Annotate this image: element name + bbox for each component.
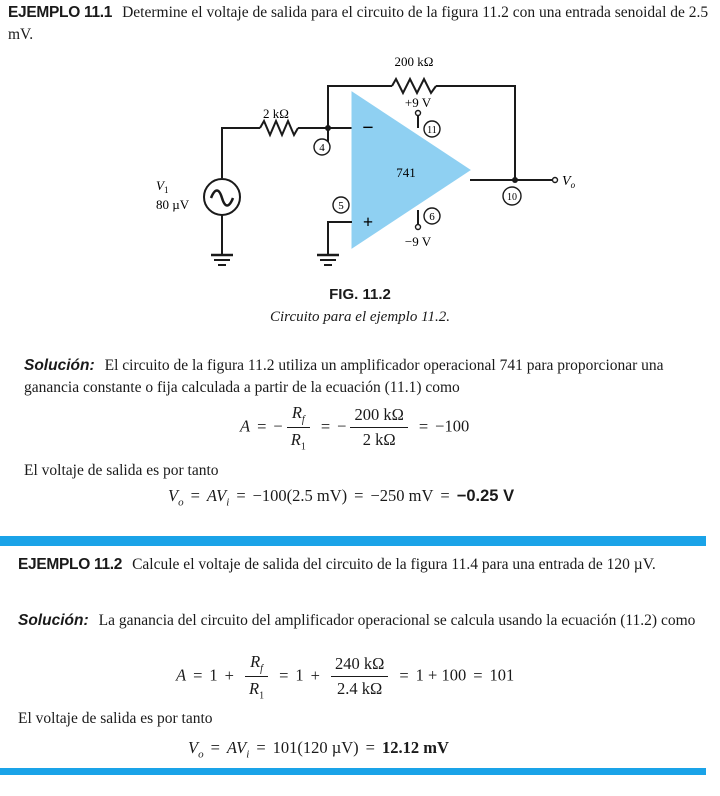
solution-1-gain-equation: A = − $\frac{R_f}{R_1}$ = − $\frac{200 k\Omega}{2 k\Omega}$ = −100 [240,403,470,453]
solution-1-paragraph [24,355,712,399]
circuit-diagram [0,0,720,290]
feedback-resistor-label: 200 kΩ [394,54,434,69]
opamp-plus-sign: + [362,212,374,232]
source-name-label: $V_1$ [156,178,169,195]
output-label: $V_o$ [562,174,576,190]
solution-2-result: 12.12 mV [381,738,449,757]
input-resistor-label: 2 kΩ [263,106,289,121]
example-2-label: EJEMPLO 11.2 [18,556,123,573]
input-resistor-symbol [260,121,298,135]
pin-6-label: 6 [429,211,435,223]
pin-5-label: 5 [338,200,344,212]
solution-1-result: −0.25 V [456,487,515,505]
opamp-minus-sign: − [362,117,374,139]
solution-1-output-text: El voltaje de salida es por tanto [24,462,219,479]
example-2-statement [18,554,712,576]
solution-1-label: Solución: [24,357,95,374]
example-1-text: Determine el voltaje de salida para el circuito de la figura 11.2 con una entrada senoidal de 2.5 mV. [8,4,709,43]
opamp-model-label: 741 [396,165,416,180]
figure-caption-text: Circuito para el ejemplo 11.2. [270,309,450,325]
solution-2-output-text: El voltaje de salida es por tanto [18,710,213,727]
bottom-divider-bar [0,768,706,775]
feedback-resistor-symbol [392,79,436,93]
positive-supply-label: +9 V [404,95,432,110]
pin-4-label: 4 [319,142,325,154]
ground-icon [211,255,233,265]
section-divider-bar [0,536,706,546]
solution-2-gain-equation: A = 1 + $\frac{R_f}{R_1}$ = 1 + $\frac{240 k\Omega}{2.4 k\Omega}$ = 1 + 100 = 101 [176,652,515,702]
solution-1-output-equation: $V_o = AV_i = -100(2.5$ mV) = −250 mV = −0.25 V [168,486,515,509]
negative-supply-label: −9 V [404,234,432,249]
solution-2-text: La ganancia del circuito del amplificador operacional se calcula usando la ecuación (11.2) como [98,612,696,629]
figure-caption-title: FIG. 11.2 [329,286,391,303]
solution-2-output-equation: $V_o = AV_i = 101(120$ µV) = 12.12 mV [188,738,449,761]
solution-1-text: El circuito de la figura 11.2 utiliza un amplificador operacional 741 para proporcionar una ganancia constante o fija calculada a partir de la ecuación (11.1) como [24,357,664,396]
ground-icon [317,255,339,265]
example-1-label: EJEMPLO 11.1 [8,4,113,21]
source-value-label: 80 µV [156,197,190,212]
pin-10-label: 10 [507,192,517,203]
solution-2-paragraph [18,610,712,632]
example-2-text: Calcule el voltaje de salida del circuito de la figura 11.4 para una entrada de 120 µV. [132,556,656,573]
solution-2-label: Solución: [18,612,89,629]
pin-11-label: 11 [427,125,437,136]
